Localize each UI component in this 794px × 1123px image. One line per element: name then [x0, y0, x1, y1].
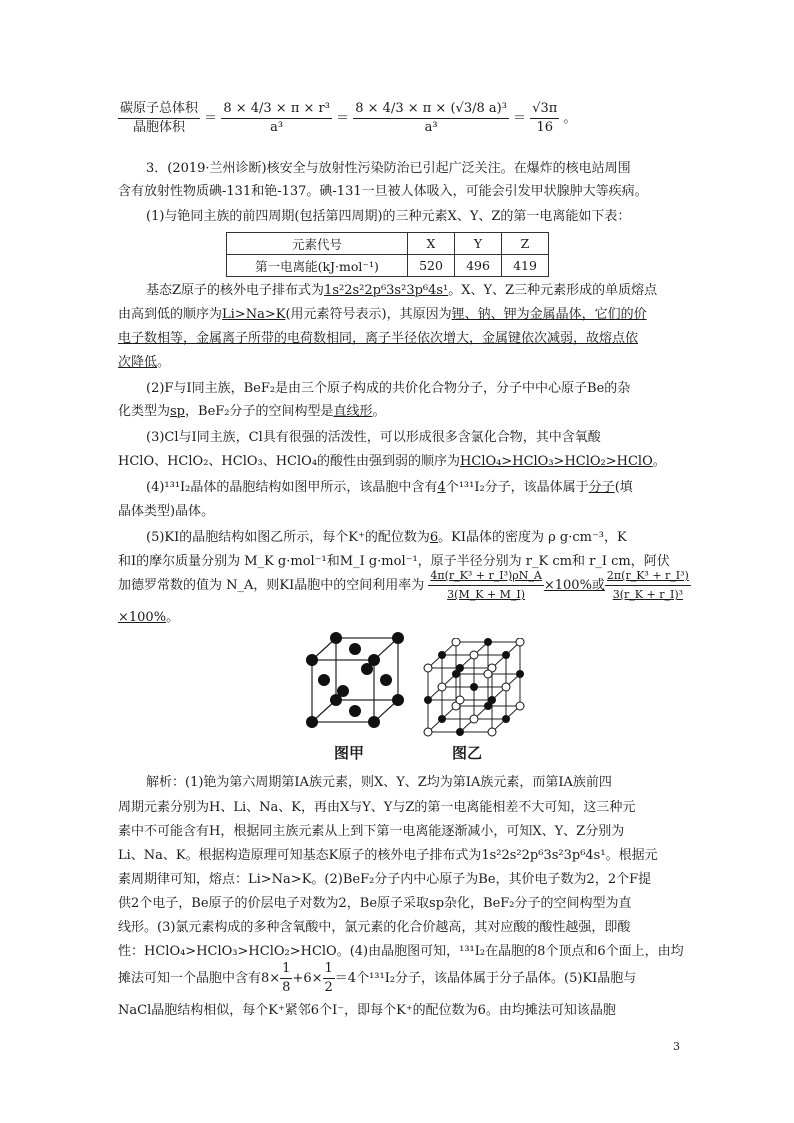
q4-text-a3: (填	[614, 480, 633, 495]
analysis-line9	[118, 959, 636, 999]
q5-period: 。	[166, 610, 180, 625]
fraction-one-eighth-num: 1	[280, 960, 292, 979]
q3-line2: 含有放射性物质碘-131和铯-137。碘-131一旦被人体吸入，可能会引发甲状腺肿大等疾病。	[118, 184, 648, 199]
q2-text-b: 化类型为	[118, 404, 171, 419]
q5-frac2-den: 3(r_K + r_I)³	[612, 588, 684, 601]
q2-text-b2: ，BeF₂分子的空间构型是	[185, 404, 334, 419]
table-header-element: 元素代号	[227, 233, 408, 255]
q4-text-a2: 个¹³¹I₂分子，该晶体属于	[445, 480, 589, 495]
analysis-line9-b: +6×	[292, 971, 323, 986]
table-row	[227, 255, 549, 277]
answer1-text-b: 由高到低的顺序为	[118, 307, 223, 322]
q4-crystal-type: 分子	[588, 480, 615, 495]
formula-lhs	[118, 100, 200, 137]
q5-frac1-num: 4π(r_K³ + r_I³)ρN_A	[428, 567, 543, 586]
q5-frac1	[428, 567, 543, 604]
q5-text-a2: 。KI晶体的密度为 ρ g·cm⁻³，K	[438, 530, 627, 545]
figure-yi-crystal	[420, 638, 530, 738]
formula-f3-den: 16	[536, 120, 554, 135]
ionization-table	[226, 232, 549, 277]
q3b-line2	[118, 451, 666, 473]
answer1-reason-mid: 电子数相等，金属离子所带的电荷数相同，离子半径依次增大，金属键依次减弱，故熔点依	[118, 331, 639, 346]
table-row-label: 第一电离能(kJ·mol⁻¹)	[227, 255, 408, 277]
analysis-line2: 周期元素分别为H、Li、Na、K，再由X与Y、Y与Z的第一电离能相差不大可知，这三种元	[118, 800, 636, 815]
formula-f3	[530, 100, 559, 137]
q5-text-a: (5)KI的晶胞结构如图乙所示，每个K⁺的配位数为	[146, 530, 430, 545]
equals-3: ＝	[513, 111, 527, 126]
table-header-x: X	[408, 233, 455, 255]
q2-line1: (2)F与I同主族，BeF₂是由三个原子构成的共价化合物分子，分子中中心原子Be的杂	[146, 381, 631, 396]
answer1-electron-config: 1s²2s²2p⁶3s²3p⁶4s¹	[324, 283, 449, 298]
q3b-acid-order: HClO₄>HClO₃>HClO₂>HClO	[460, 454, 653, 469]
answer1-text-a2: 。X、Y、Z三种元素形成的单质熔点	[448, 283, 658, 298]
q5-coord: 6	[429, 530, 439, 545]
equals-2: ＝	[336, 111, 350, 126]
q5-frac2-num: 2π(r_K³ + r_I³)	[605, 567, 691, 586]
answer1-line2	[118, 304, 647, 326]
answer1-line3	[118, 328, 638, 350]
q4-line2: 晶体类型)晶体。	[118, 504, 215, 519]
fraction-one-half-num: 1	[323, 960, 335, 979]
formula-f2	[353, 100, 509, 137]
answer1-reason-end: 次降低	[118, 355, 158, 370]
figure-jia-crystal	[300, 632, 410, 732]
q5-frac1-den: 3(M_K + M_I)	[447, 588, 526, 601]
analysis-line10: NaCl晶胞结构相似，每个K⁺紧邻6个I⁻，即每个K⁺的配位数为6。由均摊法可知该晶胞	[118, 1003, 616, 1018]
formula-lhs-num: 碳原子总体积	[118, 100, 200, 119]
analysis-line9-c: ＝4个¹³¹I₂分子，该晶体属于分子晶体。(5)KI晶胞与	[334, 971, 637, 986]
formula-f2-num: 8 × 4/3 × π × (√3/8 a)³	[353, 100, 509, 119]
q3b-text-b2: 。	[652, 454, 666, 469]
table-header-row	[227, 233, 549, 255]
formula-f1-den: a³	[270, 120, 284, 135]
figure-yi-caption: 图乙	[452, 744, 483, 762]
table-header-z: Z	[502, 233, 549, 255]
q4-count: 4	[437, 480, 446, 495]
fraction-one-half	[323, 960, 335, 997]
q4-text-a: (4)¹³¹I₂晶体的晶胞结构如图甲所示，该晶胞中含有	[146, 480, 438, 495]
analysis-line4: Li、Na、K。根据构造原理可知基态K原子的核外电子排布式为1s²2s²2p⁶3s²3p⁶4s¹。根据元	[118, 848, 658, 863]
page-number: 3	[673, 1040, 680, 1053]
q5-line3	[118, 566, 691, 606]
answer1-period: 。	[157, 355, 171, 370]
answer1-line1	[146, 280, 657, 302]
analysis-line5: 素周期律可知，熔点：Li>Na>K。(2)BeF₂分子内中心原子为Be，其价电子数为2，2个F提	[118, 872, 652, 887]
table-cell-x: 520	[408, 255, 455, 277]
analysis-line7: 线形。(3)氯元素构成的多种含氧酸中，氯元素的化合价越高，其对应酸的酸性越强，即酸	[118, 920, 631, 935]
fraction-one-half-den: 2	[324, 980, 333, 995]
formula-lhs-den: 晶胞体积	[133, 120, 186, 135]
table-cell-y: 496	[455, 255, 502, 277]
fraction-one-eighth	[280, 960, 292, 997]
fraction-one-eighth-den: 8	[282, 980, 291, 995]
answer1-reason-start: 锂、钠、钾为金属晶体，它们的价	[451, 307, 647, 322]
q2-shape: 直线形	[333, 404, 373, 419]
answer1-order: Li>Na>K	[222, 307, 286, 322]
q5-frac2	[605, 567, 691, 604]
formula-line	[118, 96, 576, 142]
q5-line2: 和I的摩尔质量分别为 M_K g·mol⁻¹和M_I g·mol⁻¹，原子半径分别为 r_K cm和 r_I cm，阿伏	[118, 554, 670, 569]
q2-hybrid: sp	[170, 404, 186, 419]
formula-f1-num: 8 × 4/3 × π × r³	[221, 100, 332, 119]
q2-line2	[118, 401, 386, 423]
q3b-line1: (3)Cl与I同主族，Cl具有很强的活泼性，可以形成很多含氯化合物，其中含氧酸	[146, 430, 601, 445]
q5-text-c: 加德罗常数的值为 N_A，则KI晶胞中的空间利用率为	[118, 578, 425, 593]
analysis-line6: 供2个电子，Be原子的价层电子对数为2，Be原子采取sp杂化，BeF₂分子的空间构型为直	[118, 896, 632, 911]
analysis-line3: 素中不可能含有H，根据同主族元素从上到下第一电离能逐渐减小，可知X、Y、Z分别为	[118, 824, 625, 839]
formula-end: 。	[563, 111, 577, 126]
answer1-line4	[118, 352, 170, 374]
table-header-y: Y	[455, 233, 502, 255]
answer1-text-a: 基态Z原子的核外电子排布式为	[146, 283, 325, 298]
formula-f3-num: √3π	[530, 100, 559, 119]
analysis-line8: 性：HClO₄>HClO₃>HClO₂>HClO。(4)由晶胞图可知，¹³¹I₂在晶胞的8个顶点和6个面上，由均	[118, 944, 684, 959]
q5-mid: ×100%或	[543, 578, 605, 593]
q4-line1	[146, 477, 633, 499]
formula-f2-den: a³	[424, 120, 438, 135]
q3-line1: 3．(2019·兰州诊断)核安全与放射性污染防治已引起广泛关注。在爆炸的核电站周围	[146, 161, 631, 176]
q3b-text-b: HClO、HClO₂、HClO₃、HClO₄的酸性由强到弱的顺序为	[118, 454, 461, 469]
q2-text-b3: 。	[372, 404, 386, 419]
table-cell-z: 419	[502, 255, 549, 277]
q5-line1	[146, 527, 627, 549]
analysis-line1: 解析：(1)铯为第六周期第ⅠA族元素，则X、Y、Z均为第ⅠA族元素，而第ⅠA族前四	[146, 775, 612, 790]
q5-line4	[118, 607, 179, 629]
formula-f1	[221, 100, 332, 137]
analysis-line9-a: 摊法可知一个晶胞中含有8×	[118, 971, 281, 986]
answer1-text-b2: (用元素符号表示)，其原因为	[285, 307, 452, 322]
q5-percent: ×100%	[118, 610, 167, 625]
q3-part1: (1)与铯同主族的前四周期(包括第四周期)的三种元素X、Y、Z的第一电离能如下表：	[146, 209, 631, 224]
equals-1: ＝	[204, 111, 218, 126]
figure-jia-caption: 图甲	[334, 744, 365, 762]
